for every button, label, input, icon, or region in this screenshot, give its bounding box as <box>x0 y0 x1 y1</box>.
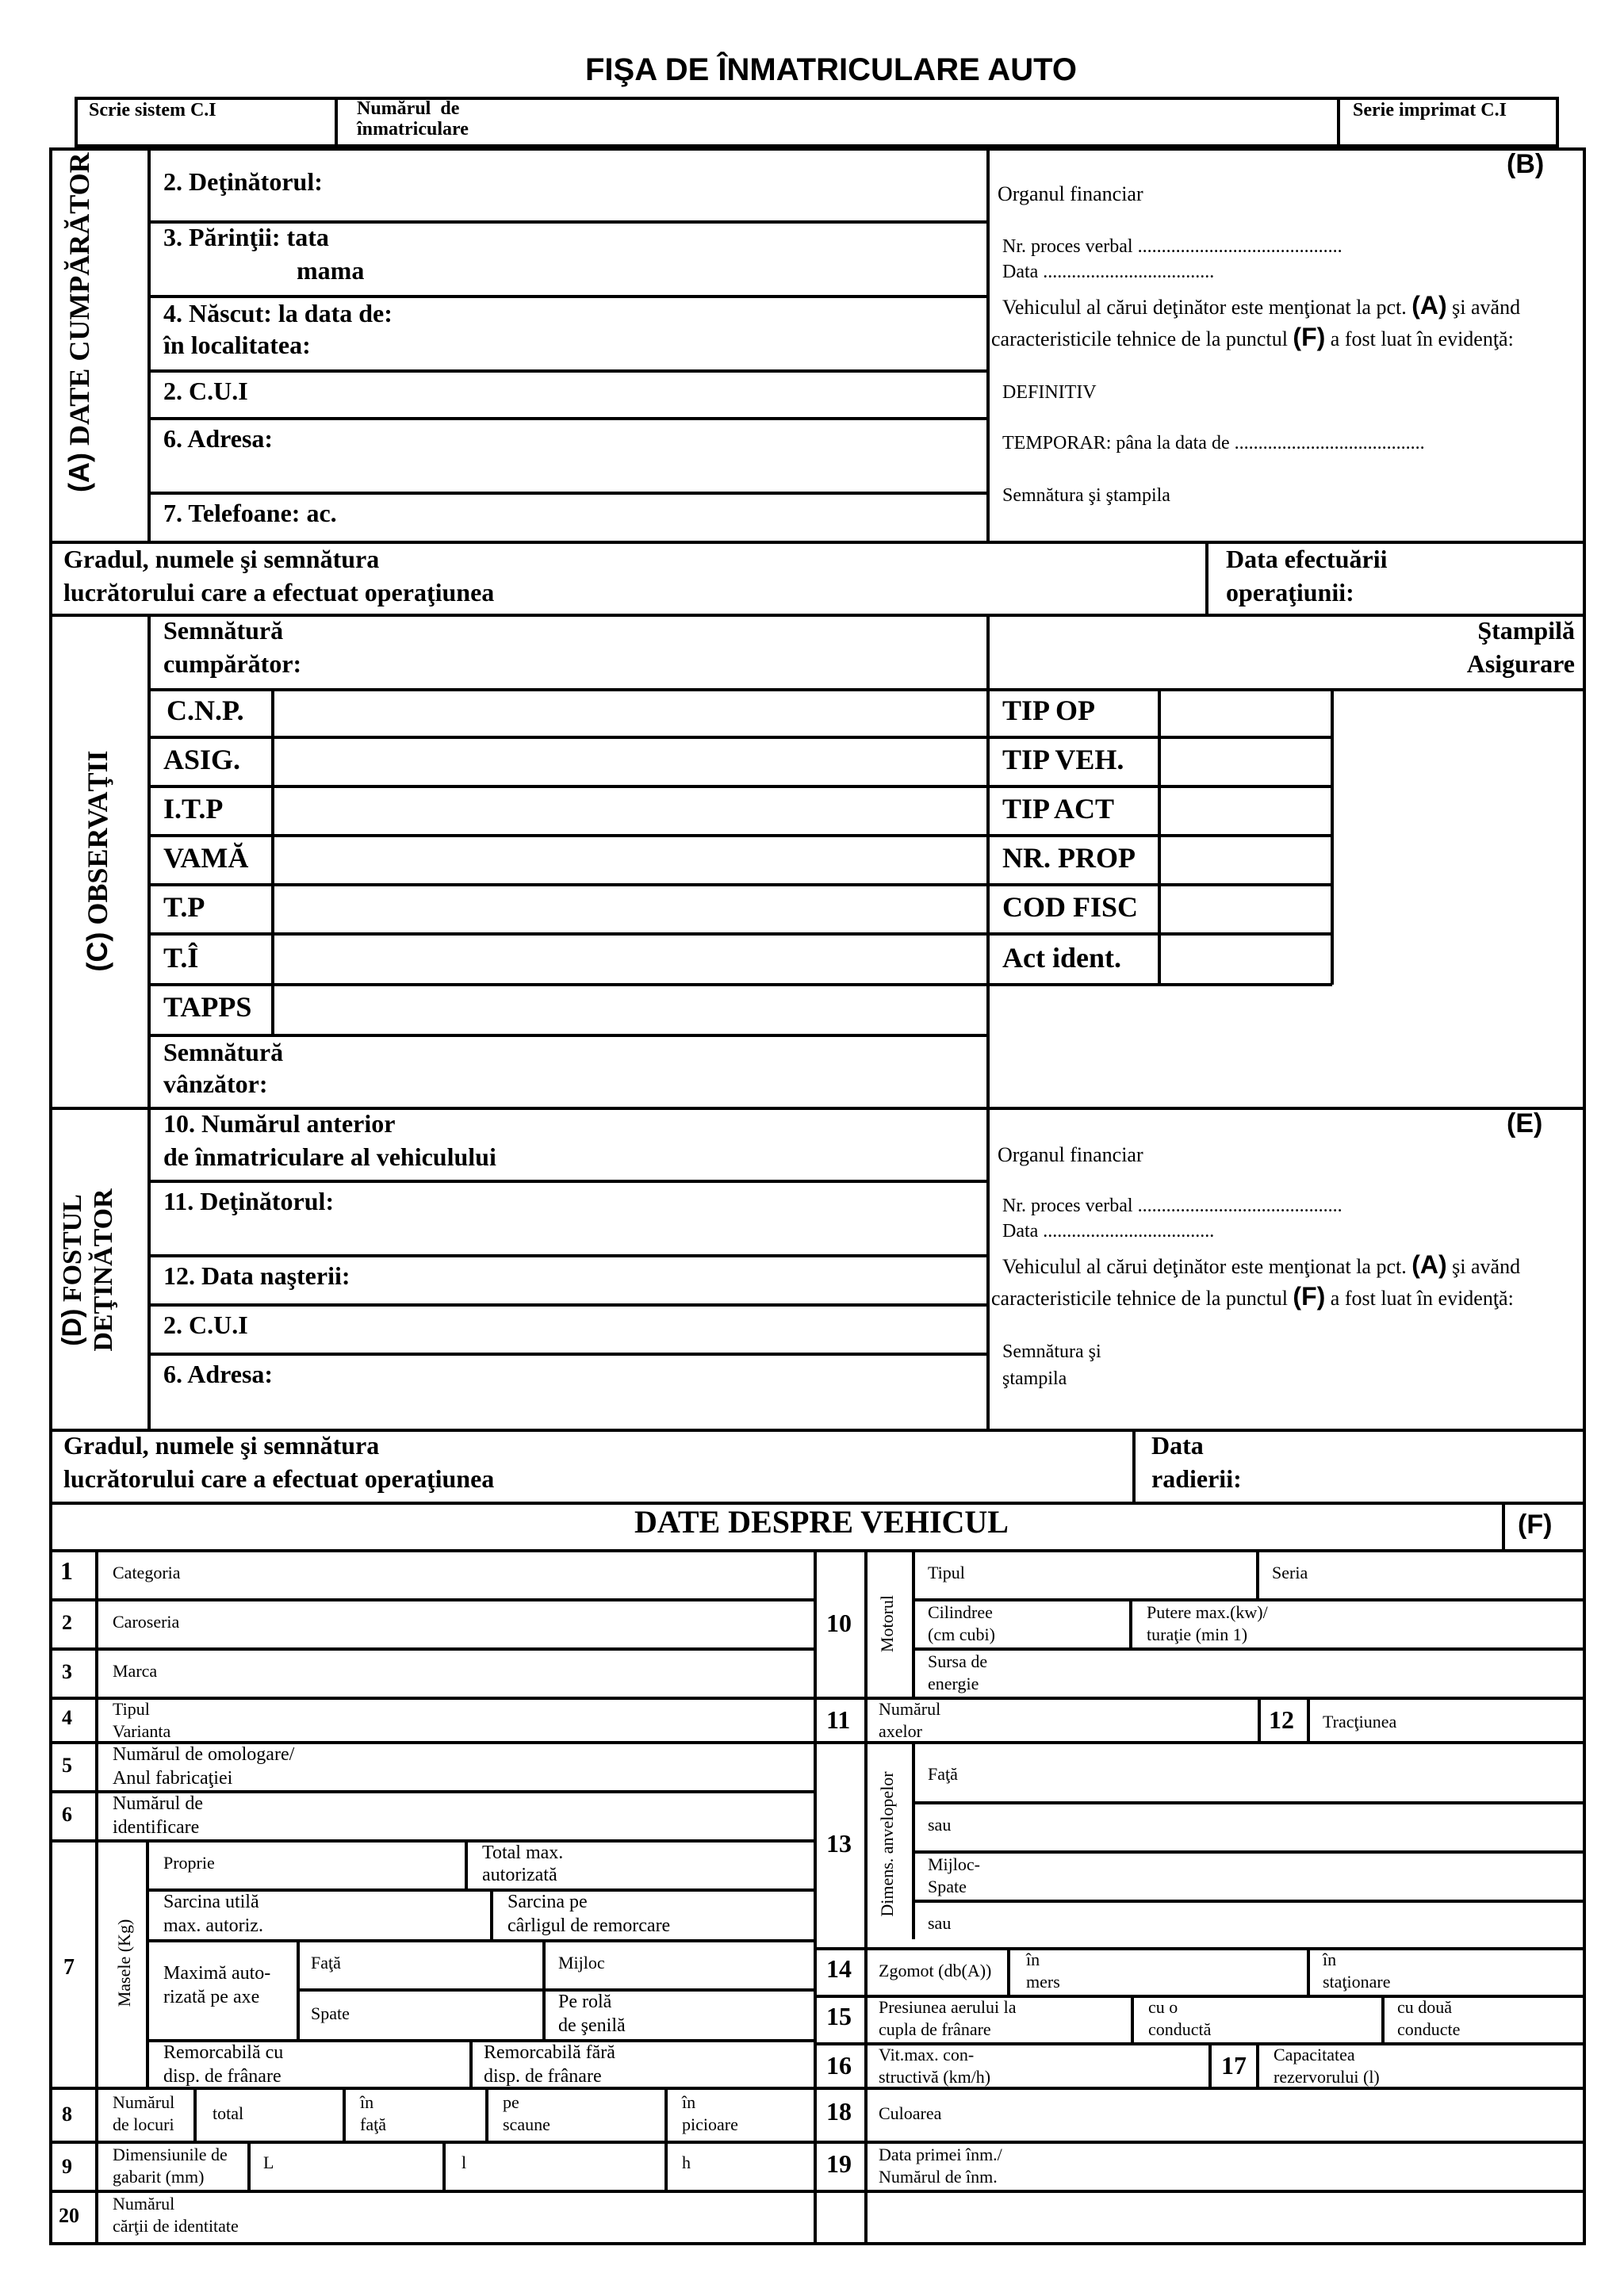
remorcabila-cu-label-b: disp. de frânare <box>163 2066 282 2087</box>
pe-rola-label-a: Pe rolă <box>558 1992 612 2012</box>
gradul-label-2b: lucrătorului care a efectuat operaţiunea <box>63 1464 495 1493</box>
row-19-num: 19 <box>826 2149 852 2178</box>
act-ident-label: Act ident. <box>1002 942 1121 974</box>
data-prima-label-a: Data primei înm./ <box>879 2145 1002 2164</box>
vama-label: VAMĂ <box>163 842 249 874</box>
fost-adresa-label: 6. Adresa: <box>163 1360 274 1388</box>
adresa-label: 6. Adresa: <box>163 424 274 453</box>
data-efectuarii-label-a: Data efectuării <box>1226 545 1388 573</box>
row-20-num: 20 <box>59 2204 79 2227</box>
row-2-num: 2 <box>62 1611 72 1634</box>
maxima-label-b: rizată pe axe <box>163 1987 260 2007</box>
row-17-num: 17 <box>1221 2051 1247 2080</box>
tp-label: T.P <box>163 891 205 923</box>
presiunea-label-a: Presiunea aerului la <box>879 1997 1017 2017</box>
anvelope-fata-label: Faţă <box>928 1764 958 1784</box>
pe-rola-label-b: de şenilă <box>558 2015 626 2036</box>
semn-vanzator-label-a: Semnătură <box>163 1038 284 1066</box>
e-vehiculul-text: Vehiculul al cărui deţinător este menţionat la pct. (A) şi avănd <box>1002 1250 1521 1279</box>
ti-label: T.Î <box>163 942 199 974</box>
numar-inmatriculare-label: Numărul de înmatriculare <box>357 98 469 140</box>
fost-detinator-label: 11. Deţinătorul: <box>163 1187 335 1215</box>
parinti-mama-label: mama <box>297 256 365 285</box>
mijloc-spate-label-a: Mijloc- <box>928 1854 980 1874</box>
locuri-picioare-label-a: în <box>682 2092 696 2112</box>
dimensiuni-label-a: Dimensiunile de <box>113 2145 228 2164</box>
row-7-num: 7 <box>63 1955 75 1980</box>
tapps-label: TAPPS <box>163 991 252 1023</box>
tipul-varianta-label-b: Varianta <box>113 1721 171 1741</box>
motor-seria-label: Seria <box>1272 1563 1308 1582</box>
locuri-scaune-label-a: pe <box>503 2092 519 2112</box>
numar-anterior-label-b: de înmatriculare al vehiculului <box>163 1142 496 1171</box>
b-vehiculul-text: Vehiculul al cărui deţinător este menţionat la pct. (A) şi avănd <box>1002 291 1521 320</box>
zgomot-label: Zgomot (db(A)) <box>879 1961 992 1980</box>
carte-label-a: Numărul <box>113 2194 175 2214</box>
section-f-letter: (F) <box>1518 1510 1553 1540</box>
b-proces-verbal: Nr. proces verbal ........................................... <box>1002 236 1342 257</box>
anvelope-sau-label-2: sau <box>928 1913 952 1933</box>
gradul-label-2a: Gradul, numele şi semnătura <box>63 1431 380 1460</box>
row-13-num: 13 <box>826 1829 852 1858</box>
e-semnatura-label-a: Semnătura şi <box>1002 1341 1101 1362</box>
identificare-label-b: identificare <box>113 1817 200 1838</box>
mijloc-spate-label-b: Spate <box>928 1877 967 1896</box>
remorcabila-cu-label-a: Remorcabilă cu <box>163 2042 284 2063</box>
b-definitiv-option: DEFINITIV <box>1002 382 1097 403</box>
b-temporar-option: TEMPORAR: pâna la data de ........................................ <box>1002 433 1425 453</box>
row-12-num: 12 <box>1269 1705 1294 1734</box>
data-prima-label-b: Numărul de înm. <box>879 2167 998 2187</box>
cilindree-label-b: (cm cubi) <box>928 1624 995 1644</box>
dimensiuni-label-b: gabarit (mm) <box>113 2167 205 2187</box>
capacitatea-label-b: rezervorului (l) <box>1274 2067 1380 2087</box>
remorcabila-fara-label-b: disp. de frânare <box>484 2066 602 2087</box>
gradul-label-1b: lucrătorului care a efectuat operaţiunea <box>63 578 495 607</box>
putere-label-b: turaţie (min 1) <box>1147 1624 1248 1644</box>
identificare-label-a: Numărul de <box>113 1793 203 1814</box>
tipul-varianta-label-a: Tipul <box>113 1699 150 1719</box>
row-5-num: 5 <box>62 1754 72 1777</box>
cui-label: 2. C.U.I <box>163 377 248 405</box>
section-d-label: (D) FOSTUL DEŢINĂTOR <box>57 1188 119 1352</box>
data-radierii-label-b: radierii: <box>1151 1464 1242 1493</box>
e-data: Data .................................... <box>1002 1221 1215 1242</box>
e-caracteristici-text: caracteristicile tehnice de la punctul (F) a fost luat în evidenţă: <box>991 1282 1514 1311</box>
stampila-asigurare-label-a: Ştampilă <box>1477 616 1575 645</box>
b-caracteristici-text: caracteristicile tehnice de la punctul (F) a fost luat în evidenţă: <box>991 323 1514 351</box>
page-title: FIŞA DE ÎNMATRICULARE AUTO <box>585 52 1077 87</box>
e-proces-verbal: Nr. proces verbal ........................................... <box>1002 1196 1342 1216</box>
axe-label-a: Numărul <box>879 1699 941 1719</box>
cu-doua-conducte-label-a: cu două <box>1397 1997 1453 2017</box>
vit-max-label-b: structivă (km/h) <box>879 2067 991 2087</box>
tip-op-label: TIP OP <box>1002 695 1096 726</box>
tractiunea-label: Tracţiunea <box>1323 1712 1397 1732</box>
itp-label: I.T.P <box>163 793 224 825</box>
masele-label: Masele (Kg) <box>114 1919 134 2007</box>
section-e-letter: (E) <box>1507 1108 1543 1138</box>
locuri-fata-label-b: faţă <box>360 2114 386 2134</box>
b-data: Data .................................... <box>1002 262 1215 282</box>
locuri-label-b: de locuri <box>113 2114 174 2134</box>
culoarea-label: Culoarea <box>879 2103 942 2123</box>
total-max-label-a: Total max. <box>482 1843 564 1863</box>
serie-imprimat-label: Serie imprimat C.I <box>1353 100 1507 121</box>
masa-fata-label: Faţă <box>311 1953 341 1973</box>
b-semnatura-label: Semnătura şi ştampila <box>1002 485 1170 506</box>
e-semnatura-label-b: ştampila <box>1002 1368 1067 1389</box>
locuri-label-a: Numărul <box>113 2092 175 2112</box>
sursa-label-b: energie <box>928 1674 979 1693</box>
section-a-label: (A) DATE CUMPĂRĂTOR <box>63 152 95 492</box>
gradul-label-1a: Gradul, numele şi semnătura <box>63 545 380 573</box>
locuri-total-label: total <box>213 2103 244 2123</box>
sarcina-pe-label-b: cârligul de remorcare <box>508 1915 671 1936</box>
semn-cumparator-label-a: Semnătură <box>163 616 284 645</box>
vit-max-label-a: Vit.max. con- <box>879 2045 975 2064</box>
dim-l-mare-label: L <box>263 2152 274 2172</box>
row-10-num: 10 <box>826 1609 852 1637</box>
motor-tipul-label: Tipul <box>928 1563 965 1582</box>
zgomot-mers-label-a: în <box>1026 1950 1040 1969</box>
sarcina-utila-label-a: Sarcina utilă <box>163 1892 259 1912</box>
e-organul-label: Organul financiar <box>998 1143 1143 1166</box>
semn-vanzator-label-b: vânzător: <box>163 1070 268 1098</box>
masa-spate-label: Spate <box>311 2003 350 2023</box>
b-organul-label: Organul financiar <box>998 182 1143 205</box>
semn-cumparator-label-b: cumpărător: <box>163 649 302 678</box>
total-max-label-b: autorizată <box>482 1865 557 1885</box>
data-efectuarii-label-b: operaţiunii: <box>1226 578 1354 607</box>
numar-anterior-label-a: 10. Numărul anterior <box>163 1109 396 1138</box>
presiunea-label-b: cupla de frânare <box>879 2019 991 2039</box>
row-15-num: 15 <box>826 2002 852 2030</box>
omologare-label-b: Anul fabricaţiei <box>113 1768 233 1789</box>
dim-l-mic-label: l <box>462 2152 467 2172</box>
cnp-label: C.N.P. <box>167 695 244 726</box>
row-18-num: 18 <box>826 2097 852 2126</box>
sarcina-utila-label-b: max. autoriz. <box>163 1915 263 1936</box>
motorul-label: Motorul <box>877 1594 897 1653</box>
capacitatea-label-a: Capacitatea <box>1274 2045 1355 2064</box>
row-16-num: 16 <box>826 2051 852 2080</box>
omologare-label-a: Numărul de omologare/ <box>113 1744 295 1765</box>
locuri-fata-label-a: în <box>360 2092 374 2112</box>
locuri-picioare-label-b: picioare <box>682 2114 738 2134</box>
dim-h-label: h <box>682 2152 691 2172</box>
cu-o-conducta-label-b: conductă <box>1148 2019 1212 2039</box>
sarcina-pe-label-a: Sarcina pe <box>508 1892 588 1912</box>
anvelope-label: Dimens. anvelopelor <box>877 1771 897 1917</box>
vehicle-title: DATE DESPRE VEHICUL <box>634 1504 1009 1540</box>
row-14-num: 14 <box>826 1954 852 1983</box>
masa-mijloc-label: Mijloc <box>558 1953 605 1973</box>
putere-label-a: Putere max.(kw)/ <box>1147 1602 1268 1622</box>
tip-act-label: TIP ACT <box>1002 793 1115 825</box>
carte-label-b: cărţii de identitate <box>113 2216 239 2236</box>
row-6-num: 6 <box>62 1803 72 1826</box>
cu-o-conducta-label-a: cu o <box>1148 1997 1178 2017</box>
sursa-label-a: Sursa de <box>928 1651 988 1671</box>
row-9-num: 9 <box>62 2155 72 2178</box>
axe-label-b: axelor <box>879 1721 922 1741</box>
proprie-label: Proprie <box>163 1853 215 1873</box>
cu-doua-conducte-label-b: conducte <box>1397 2019 1461 2039</box>
data-nasterii-label: 12. Data naşterii: <box>163 1261 350 1290</box>
zgomot-mers-label-b: mers <box>1026 1972 1060 1992</box>
row-1-num: 1 <box>60 1556 73 1585</box>
nascut-data-label: 4. Născut: la data de: <box>163 299 393 327</box>
remorcabila-fara-label-a: Remorcabilă fără <box>484 2042 615 2063</box>
zgomot-stationare-label-a: în <box>1323 1950 1337 1969</box>
fost-cui-label: 2. C.U.I <box>163 1311 248 1339</box>
row-11-num: 11 <box>826 1705 851 1734</box>
cilindree-label-a: Cilindree <box>928 1602 993 1622</box>
row-8-num: 8 <box>62 2103 72 2126</box>
stampila-asigurare-label-b: Asigurare <box>1466 649 1575 678</box>
row-3-num: 3 <box>62 1660 72 1683</box>
data-radierii-label-a: Data <box>1151 1431 1204 1460</box>
categoria-label: Categoria <box>113 1563 181 1582</box>
nascut-loc-label: în localitatea: <box>163 331 311 359</box>
maxima-label-a: Maximă auto- <box>163 1963 271 1984</box>
asig-label: ASIG. <box>163 744 241 775</box>
nr-prop-label: NR. PROP <box>1002 842 1136 874</box>
locuri-scaune-label-b: scaune <box>503 2114 550 2134</box>
anvelope-sau-label-1: sau <box>928 1815 952 1835</box>
detinator-label: 2. Deţinătorul: <box>163 167 323 196</box>
cod-fisc-label: COD FISC <box>1002 891 1139 923</box>
section-c-label: (C) OBSERVAŢII <box>81 750 113 972</box>
marca-label: Marca <box>113 1661 158 1681</box>
parinti-tata-label: 3. Părinţii: tata <box>163 223 329 251</box>
zgomot-stationare-label-b: staţionare <box>1323 1972 1391 1992</box>
telefoane-label: 7. Telefoane: ac. <box>163 499 337 527</box>
serie-sistem-label: Scrie sistem C.I <box>89 100 216 121</box>
row-4-num: 4 <box>62 1706 72 1729</box>
caroseria-label: Caroseria <box>113 1612 180 1632</box>
section-b-letter: (B) <box>1507 149 1545 179</box>
tip-veh-label: TIP VEH. <box>1002 744 1124 775</box>
